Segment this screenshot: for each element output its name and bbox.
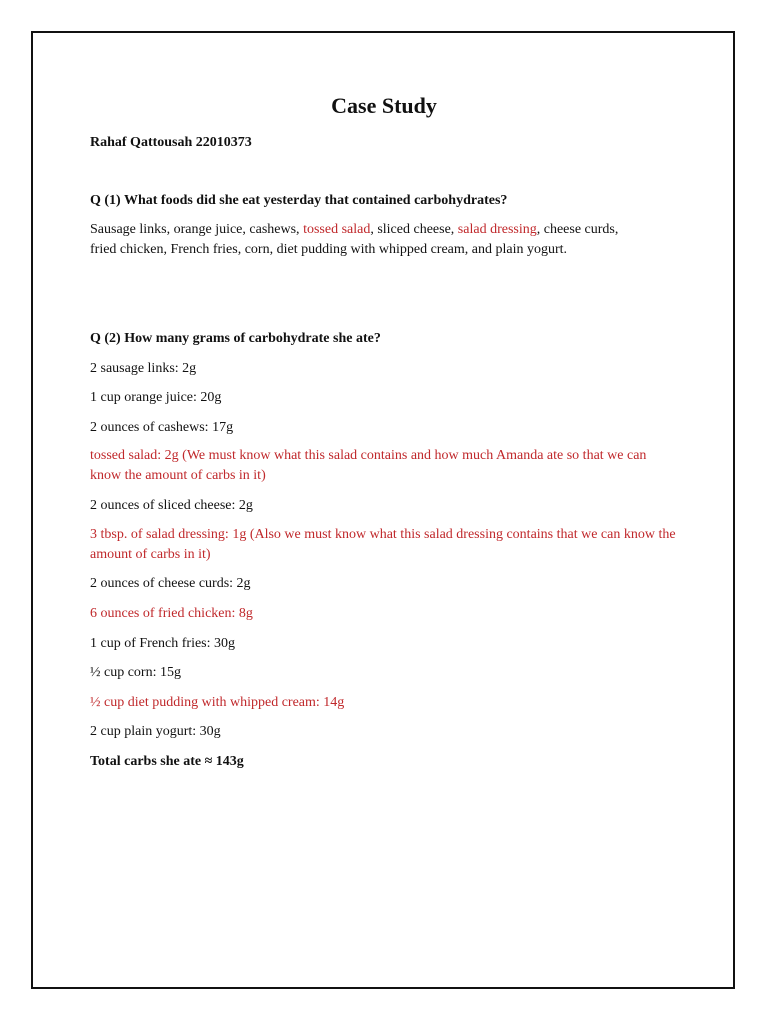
answer-1-line-1 <box>90 220 680 240</box>
total-carbs: Total carbs she ate ≈ 143g <box>90 754 244 769</box>
answer-1-text: , cheese curds, <box>536 222 619 237</box>
document-title: Case Study <box>331 93 437 118</box>
carb-item-corn: ½ cup corn: 15g <box>90 665 181 680</box>
question-2: Q (2) How many grams of carbohydrate she ate? <box>90 331 381 346</box>
highlight-tossed-salad: tossed salad <box>303 222 371 237</box>
answer-1-text: , sliced cheese, <box>370 222 458 237</box>
carb-item-french-fries: 1 cup of French fries: 30g <box>90 636 236 651</box>
carb-item-orange-juice: 1 cup orange juice: 20g <box>90 390 222 405</box>
answer-1-line-2: fried chicken, French fries, corn, diet pudding with whipped cream, and plain yogurt. <box>90 242 568 257</box>
carb-item-sausage: 2 sausage links: 2g <box>90 361 197 376</box>
question-1: Q (1) What foods did she eat yesterday that contained carbohydrates? <box>90 193 508 208</box>
carb-item-fried-chicken: 6 ounces of fried chicken: 8g <box>90 606 253 621</box>
carb-item-sliced-cheese: 2 ounces of sliced cheese: 2g <box>90 498 253 513</box>
carb-item-salad-dressing: 3 tbsp. of salad dressing: 1g (Also we must know what this salad dressing contains that we can know the amount of carbs in it) <box>90 527 676 562</box>
carb-item-diet-pudding: ½ cup diet pudding with whipped cream: 14g <box>90 695 345 710</box>
carb-item-cashews: 2 ounces of cashews: 17g <box>90 420 234 435</box>
carb-item-tossed-salad: tossed salad: 2g (We must know what this salad contains and how much Amanda ate so that we can know the amount of carbs in it) <box>90 448 647 483</box>
carb-item-plain-yogurt: 2 cup plain yogurt: 30g <box>90 724 221 739</box>
author-line: Rahaf Qattousah 22010373 <box>90 135 252 150</box>
carb-item-cheese-curds: 2 ounces of cheese curds: 2g <box>90 576 251 591</box>
highlight-salad-dressing: salad dressing <box>457 222 537 237</box>
answer-1-text: Sausage links, orange juice, cashews, <box>90 222 304 237</box>
